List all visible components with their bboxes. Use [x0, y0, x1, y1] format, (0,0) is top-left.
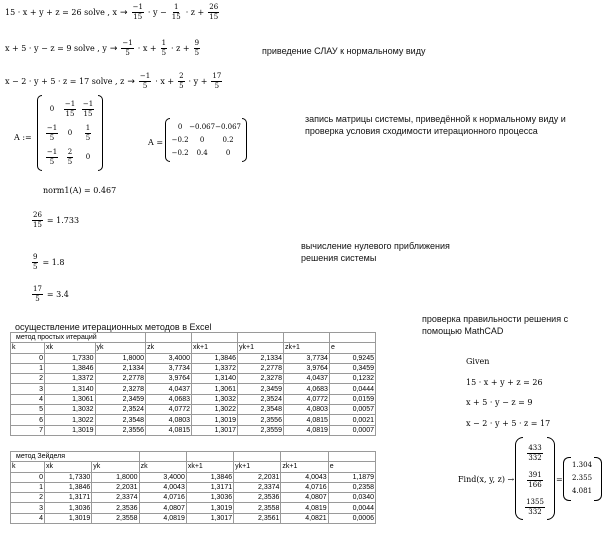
denominator: 5: [125, 49, 130, 57]
fraction: [121, 40, 133, 57]
table-cell: 2,3536: [234, 493, 281, 503]
table-cell: 1,3846: [45, 482, 92, 492]
numerator: 17: [212, 72, 222, 80]
matrix-cell: 0: [49, 105, 55, 113]
table-cell: 2,3374: [234, 482, 281, 492]
matrix-cell: [61, 100, 79, 118]
table-row: [11, 493, 376, 503]
matrix-a: [37, 95, 103, 171]
numerator: −1: [139, 72, 151, 80]
fraction: [82, 101, 94, 118]
check-eq-2: x + 5 · y − z = 9: [466, 398, 533, 407]
denominator: 5: [67, 158, 73, 166]
table-cell: 0,0444: [329, 384, 375, 394]
table-cell: 2,3459: [238, 384, 284, 394]
table-cell: 3,4000: [146, 353, 192, 363]
column-header: k: [11, 462, 45, 472]
table-cell: 0,3459: [329, 363, 375, 373]
table-row: [11, 353, 376, 363]
initial-value-2: [31, 254, 64, 271]
denominator: 5: [85, 134, 91, 142]
numerator: 26: [33, 211, 42, 219]
matrix-cell: 0.2: [222, 135, 234, 144]
table-cell: 2,3536: [92, 503, 139, 513]
check-eq-3: x − 2 · y + 5 · z = 17: [466, 419, 551, 428]
table-cell: 1,8000: [95, 353, 146, 363]
table-cell: 4,0043: [139, 482, 186, 492]
matrix-cell: 0: [85, 153, 91, 161]
equation-lhs: x − 2 · y + 5 · z = 17 solve , z: [5, 77, 125, 86]
table-cell: 2,2031: [234, 472, 281, 482]
table-cell: 3: [11, 503, 45, 513]
table-cell: 4,0815: [146, 425, 192, 435]
empty-cell: [139, 452, 186, 462]
seidel-table: [10, 451, 376, 524]
table-cell: 4,0803: [146, 415, 192, 425]
fraction: [139, 73, 151, 90]
fraction: [208, 4, 219, 21]
numerator: 2: [179, 72, 184, 80]
empty-cell: [283, 333, 329, 343]
operator: · z +: [171, 44, 190, 53]
table-cell: 2,2778: [238, 363, 284, 373]
column-header: yk: [92, 462, 139, 472]
numerator: 9: [33, 253, 38, 261]
table-cell: 0,0007: [329, 425, 375, 435]
find-fractions: [522, 440, 548, 521]
operator: · y −: [147, 8, 167, 17]
table-cell: 1,3032: [45, 405, 96, 415]
note-matrix-line2: проверка условия сходимости итерационного процесса: [305, 126, 538, 136]
column-header: zk+1: [283, 343, 329, 353]
table-caption-row: [11, 452, 376, 462]
initial-value-3: [31, 286, 69, 303]
matrix-a-label: A :=: [14, 133, 32, 142]
denominator: 5: [194, 49, 200, 57]
table-cell: 0,9245: [329, 353, 375, 363]
matrix-cell: −0.067: [215, 122, 241, 131]
matrix-cell: 0.4: [196, 149, 208, 158]
column-header: zk+1: [281, 462, 328, 472]
table-cell: 4,0821: [281, 513, 328, 523]
table-cell: 1,3140: [45, 384, 96, 394]
table-cell: 1,3372: [192, 363, 238, 373]
table-cell: 0,0340: [328, 493, 375, 503]
matrix-cell: [43, 124, 61, 142]
table-cell: 1,3022: [45, 415, 96, 425]
table-cell: 4,0772: [283, 394, 329, 404]
fraction: [32, 212, 43, 229]
column-header: xk: [45, 462, 92, 472]
table-cell: 2,1334: [238, 353, 284, 363]
find-label: Find(x, y, z) →: [458, 475, 515, 484]
table-caption: метод простых итераций: [11, 333, 146, 343]
table-cell: 4,0716: [139, 493, 186, 503]
note-initial-line1: вычисление нулевого приближения: [301, 241, 450, 251]
fraction: [161, 40, 167, 57]
fraction: [527, 445, 542, 462]
numerator: 391: [528, 471, 542, 479]
fraction: [178, 73, 184, 90]
column-header: k: [11, 343, 45, 353]
table-cell: 2,1334: [95, 363, 146, 373]
numerator: 1: [173, 3, 179, 11]
table-row: [11, 482, 376, 492]
table-cell: 2: [11, 374, 45, 384]
matrix-cell: 0: [225, 149, 231, 158]
solve-equation-2: [5, 40, 201, 57]
table-cell: 1,3036: [45, 503, 92, 513]
table-cell: 2,3559: [238, 425, 284, 435]
table-cell: 3,7734: [283, 353, 329, 363]
table-cell: 1,3032: [192, 394, 238, 404]
table-cell: 2,2778: [95, 374, 146, 384]
arrow-icon: →: [127, 76, 135, 87]
denominator: 5: [142, 82, 148, 90]
table-cell: 3: [11, 384, 45, 394]
table-cell: 4,0807: [281, 493, 328, 503]
table-cell: 2,3524: [238, 394, 284, 404]
table-cell: 2,3524: [95, 405, 146, 415]
table-cell: 0,0159: [329, 394, 375, 404]
table-row: [11, 425, 376, 435]
values-left-paren: [563, 457, 571, 501]
denominator: 15: [65, 110, 75, 118]
table-cell: 4,0043: [281, 472, 328, 482]
table-cell: 1,7330: [45, 353, 96, 363]
matrix-cell: 0: [199, 135, 205, 144]
table-cell: 2: [11, 493, 45, 503]
matrix-cell: −0.067: [189, 122, 216, 131]
denominator: 5: [49, 134, 55, 142]
matrix-cell: 0: [177, 122, 183, 131]
fraction: [64, 101, 76, 118]
table-cell: 0: [11, 353, 45, 363]
matrix-cell: [79, 124, 97, 142]
operator: · x +: [137, 44, 157, 53]
table-cell: 0,0021: [329, 415, 375, 425]
column-header: yk+1: [234, 462, 281, 472]
table-cell: 4,0815: [283, 415, 329, 425]
table-cell: 1,3017: [186, 513, 233, 523]
table-cell: 4,0772: [146, 405, 192, 415]
find-equals: =: [556, 475, 563, 484]
table-cell: 1,3171: [45, 493, 92, 503]
numerator: 1: [161, 39, 167, 47]
denominator: 5: [49, 158, 55, 166]
column-header: xk+1: [192, 343, 238, 353]
equation-lhs: x + 5 · y − z = 9 solve , y: [5, 44, 107, 53]
table-header-row: [11, 462, 376, 472]
table-cell: 1,3846: [186, 472, 233, 482]
column-header: xk+1: [186, 462, 233, 472]
table-cell: 4,0819: [283, 425, 329, 435]
fraction: [211, 73, 222, 90]
result-value: = 1.8: [42, 258, 65, 267]
empty-cell: [281, 452, 328, 462]
table-cell: 2,3561: [234, 513, 281, 523]
operator: · x +: [155, 77, 175, 86]
matrix-cell: [61, 148, 79, 166]
fraction: [171, 4, 182, 21]
matrix-cell: −0.2: [171, 135, 189, 144]
denominator: 5: [33, 263, 38, 271]
table-cell: 2,3558: [234, 503, 281, 513]
matrix-cell: [79, 100, 97, 118]
table-cell: 5: [11, 405, 45, 415]
table-cell: 3,7734: [146, 363, 192, 373]
numerator: 9: [194, 39, 200, 47]
table-cell: 1,3019: [192, 415, 238, 425]
values-right-paren: [594, 457, 602, 501]
left-paren: [37, 95, 42, 171]
denominator: 332: [528, 454, 542, 462]
table-cell: 3,9764: [283, 363, 329, 373]
table-cell: 3,4000: [139, 472, 186, 482]
given-label: Given: [466, 357, 490, 366]
empty-cell: [186, 452, 233, 462]
empty-cell: [234, 452, 281, 462]
table-cell: 0,0006: [328, 513, 375, 523]
value-y: 2.355: [572, 474, 593, 482]
table-cell: 1,3140: [192, 374, 238, 384]
table-cell: 4,0437: [146, 384, 192, 394]
table-row: [11, 384, 376, 394]
table-cell: 0,0057: [329, 405, 375, 415]
matrix-cell: [43, 148, 61, 166]
fraction: [32, 254, 38, 271]
table-row: [11, 513, 376, 523]
denominator: 15: [83, 110, 93, 118]
numerator: −1: [46, 148, 58, 156]
table-cell: 7: [11, 425, 45, 435]
table-cell: 2,3548: [238, 405, 284, 415]
table-cell: 1,3036: [186, 493, 233, 503]
table-cell: 3,9764: [146, 374, 192, 384]
table-cell: 1,3022: [192, 405, 238, 415]
denominator: 15: [209, 13, 219, 21]
norm-result: norm1(A) = 0.467: [43, 186, 117, 195]
matrix-a-num-label: A =: [148, 138, 164, 147]
table-cell: 1,3017: [192, 425, 238, 435]
table-caption: метод Зейделя: [11, 452, 140, 462]
table-row: [11, 415, 376, 425]
empty-cell: [238, 333, 284, 343]
numerator: 433: [528, 444, 542, 452]
solve-equation-3: [5, 73, 223, 90]
table-cell: 2,2031: [92, 482, 139, 492]
denominator: 332: [528, 508, 542, 516]
fraction: [32, 286, 43, 303]
denominator: 166: [528, 481, 542, 489]
table-row: [11, 394, 376, 404]
column-header: zk: [139, 462, 186, 472]
note-check-line1: проверка правильности решения с: [422, 314, 569, 324]
matrix-cell: −0.2: [171, 149, 189, 158]
denominator: 5: [161, 49, 167, 57]
note-check-line2: помощью MathCAD: [422, 326, 504, 336]
table-cell: 1,3372: [45, 374, 96, 384]
denominator: 15: [33, 221, 42, 229]
simple-iterations-table: [10, 332, 376, 436]
initial-value-1: [31, 212, 79, 229]
numerator: −1: [82, 100, 94, 108]
note-matrix-line1: запись матрицы системы, приведённой к нормальному виду и: [305, 114, 566, 124]
note-excel: осуществление итерационных методов в Excel: [15, 322, 212, 332]
note-normalize: приведение СЛАУ к нормальному виду: [262, 46, 426, 56]
fraction: [194, 40, 200, 57]
note-initial-line2: решения системы: [301, 253, 377, 263]
table-row: [11, 363, 376, 373]
table-row: [11, 503, 376, 513]
table-cell: 4,0803: [283, 405, 329, 415]
column-header: yk: [95, 343, 146, 353]
matrix-a-numeric: [165, 118, 247, 162]
table-cell: 4: [11, 513, 45, 523]
table-cell: 1,3061: [45, 394, 96, 404]
fraction: [67, 149, 73, 166]
fraction: [85, 125, 91, 142]
table-row: [11, 374, 376, 384]
table-cell: 1: [11, 363, 45, 373]
table-cell: 1,8000: [92, 472, 139, 482]
table-cell: 4,0819: [281, 503, 328, 513]
table-cell: 1: [11, 482, 45, 492]
empty-cell: [146, 333, 192, 343]
matrix-cell: 0: [67, 129, 73, 137]
result-value: = 3.4: [46, 290, 69, 299]
find-fraction-row: [522, 494, 548, 521]
table-cell: 1,3846: [45, 363, 96, 373]
table-cell: 2,3459: [95, 394, 146, 404]
numerator: 1355: [526, 498, 544, 506]
table-cell: 4,0807: [139, 503, 186, 513]
fraction: [46, 125, 58, 142]
right-paren: [98, 95, 103, 171]
operator: · z +: [185, 8, 205, 17]
table-cell: 0: [11, 472, 45, 482]
denominator: 5: [214, 82, 220, 90]
table-cell: 1,3171: [186, 482, 233, 492]
column-header: e: [329, 343, 375, 353]
table-cell: 1,1879: [328, 472, 375, 482]
column-header: e: [328, 462, 375, 472]
numerator: 2: [67, 148, 73, 156]
table-cell: 2,3374: [92, 493, 139, 503]
value-x: 1.304: [572, 461, 593, 469]
operator: · y +: [188, 77, 208, 86]
table-cell: 1,3846: [192, 353, 238, 363]
table-cell: 4,0819: [139, 513, 186, 523]
arrow-icon: →: [109, 43, 118, 54]
numerator: −1: [122, 39, 133, 47]
arrow-icon: →: [120, 7, 128, 18]
denominator: 5: [35, 295, 40, 303]
solve-equation-1: [5, 4, 220, 21]
find-fraction-row: [522, 467, 548, 494]
denominator: 5: [179, 82, 184, 90]
column-header: xk: [45, 343, 96, 353]
table-cell: 4,0683: [283, 384, 329, 394]
table-cell: 2,3278: [95, 384, 146, 394]
table-cell: 1,3019: [186, 503, 233, 513]
table-cell: 2,3278: [238, 374, 284, 384]
numerator: −1: [132, 3, 143, 11]
denominator: 15: [171, 13, 181, 21]
table-cell: 2,3556: [95, 425, 146, 435]
empty-cell: [328, 452, 375, 462]
table-row: [11, 472, 376, 482]
table-cell: 1,3019: [45, 425, 96, 435]
table-header-row: [11, 343, 376, 353]
numerator: −1: [64, 100, 76, 108]
numerator: 1: [85, 124, 91, 132]
table-row: [11, 405, 376, 415]
table-cell: 4,0683: [146, 394, 192, 404]
column-header: yk+1: [238, 343, 284, 353]
left-paren: [165, 118, 170, 162]
result-value: = 1.733: [46, 216, 80, 225]
equation-lhs: 15 · x + y + z = 26 solve , x: [5, 8, 118, 17]
table-cell: 0,1232: [329, 374, 375, 384]
check-eq-1: 15 · x + y + z = 26: [466, 378, 543, 387]
column-header: zk: [146, 343, 192, 353]
fraction: [132, 4, 144, 21]
table-cell: 2,3548: [95, 415, 146, 425]
numerator: 26: [209, 3, 219, 11]
table-cell: 1,7330: [45, 472, 92, 482]
table-cell: 4: [11, 394, 45, 404]
fraction: [46, 149, 58, 166]
table-cell: 6: [11, 415, 45, 425]
table-cell: 0,0044: [328, 503, 375, 513]
fraction: [525, 499, 545, 516]
empty-cell: [329, 333, 375, 343]
table-cell: 2,3558: [92, 513, 139, 523]
numerator: −1: [46, 124, 58, 132]
table-caption-row: [11, 333, 376, 343]
empty-cell: [192, 333, 238, 343]
denominator: 15: [133, 13, 143, 21]
fraction: [527, 472, 542, 489]
value-z: 4.081: [572, 487, 593, 495]
numerator: 17: [33, 285, 42, 293]
find-fraction-row: [522, 440, 548, 467]
find-right-paren: [547, 437, 555, 520]
table-cell: 0,2358: [328, 482, 375, 492]
table-cell: 4,0716: [281, 482, 328, 492]
table-cell: 2,3556: [238, 415, 284, 425]
table-cell: 1,3061: [192, 384, 238, 394]
table-cell: 4,0437: [283, 374, 329, 384]
table-cell: 1,3019: [45, 513, 92, 523]
right-paren: [242, 118, 247, 162]
